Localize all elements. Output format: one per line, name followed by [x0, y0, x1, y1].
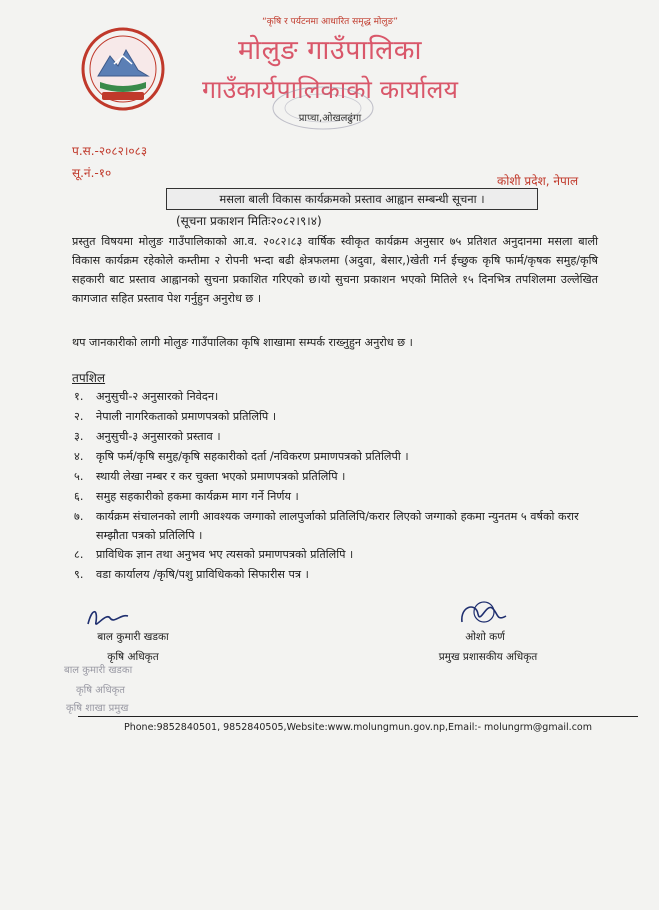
- list-item: [74, 447, 594, 467]
- list-item-number: ५.: [74, 470, 84, 483]
- list-item-text: कृषि फर्म/कृषि समुह/कृषि सहकारीको दर्ता /नविकरण प्रमाणपत्रको प्रतिलिपी ।: [96, 450, 409, 463]
- left-stamp-name: बाल कुमारी खडका: [64, 665, 133, 676]
- list-item: [74, 387, 594, 407]
- left-signatory-title: कृषि अधिकृत: [107, 651, 159, 663]
- list-item: [74, 467, 594, 487]
- left-signature-icon: [84, 604, 134, 632]
- right-signatory-name: ओशो कर्ण: [465, 631, 505, 643]
- notice-paragraph-contact: थप जानकारीको लागी मोलुङ गाउँपालिका कृषि शाखामा सम्पर्क राख्नुहुन अनुरोध छ ।: [72, 336, 413, 349]
- list-item-number: ४.: [74, 450, 84, 463]
- left-signatory-name: बाल कुमारी खडका: [97, 631, 169, 643]
- footer-contact: Phone:9852840501, 9852840505,Website:www.molungmun.gov.np,Email:- molungrm@gmail.com: [124, 722, 592, 733]
- list-item: [74, 565, 594, 585]
- office-address: प्राप्चा,ओखलढुंगा: [298, 113, 362, 124]
- municipality-title: मोलुङ गाउँपालिका: [237, 35, 423, 66]
- right-signature-icon: [456, 596, 512, 630]
- list-item-number: ६.: [74, 490, 84, 503]
- list-item-text: वडा कार्यालय /कृषि/पशु प्राविधिकको सिफारीस पत्र ।: [96, 568, 309, 581]
- office-stamp-icon: [268, 84, 378, 132]
- list-item-text: समुह सहकारीको हकमा कार्यक्रम माग गर्ने निर्णय ।: [96, 490, 299, 503]
- office-title: गाउँकार्यपालिकाको कार्यालय: [202, 75, 458, 104]
- list-item: [74, 507, 594, 545]
- left-stamp-title: कृषि अधिकृत: [76, 685, 125, 696]
- tapsil-list: [74, 387, 594, 585]
- list-item-number: ९.: [74, 568, 84, 581]
- list-item-number: १.: [74, 390, 84, 403]
- footer-divider: [78, 716, 638, 717]
- list-item-text: कार्यक्रम संचालनको लागी आवश्यक जग्गाको लालपुर्जाको प्रतिलिपि/करार लिएको जग्गाको हकमा न्युनतम ५ वर्षको करार सम्झौता पत्रको प्रतिलिपि ।: [96, 510, 579, 542]
- list-item-number: २.: [74, 410, 84, 423]
- list-item: [74, 545, 594, 565]
- province-label: कोशी प्रदेश, नेपाल: [497, 174, 579, 188]
- list-item-text: स्थायी लेखा नम्बर र कर चुक्ता भएको प्रमाणपत्रको प्रतिलिपि ।: [96, 470, 346, 483]
- list-item-text: नेपाली नागरिकताको प्रमाणपत्रको प्रतिलिपि ।: [96, 410, 277, 423]
- notice-paragraph-main: प्रस्तुत विषयमा मोलुङ गाउँपालिकाको आ.व. २०८२।८३ वार्षिक स्वीकृत कार्यक्रम अनुसार ७५ प्रतिशत अनुदानमा मसला बाली विकास कार्यक्रम रहेकोले कम्तीमा २ रोपनी भन्दा बढी क्षेत्रफलमा (अदुवा, बेसार,)खेती गर्न ईच्छुक कृषि फार्म/कृषक समुह/कृषि सहकारी बाट प्रस्ताव आह्वानको सुचना प्रकाशित गरिएको छ।यो सुचना प्रकाशन भएको मितिले १५ दिनभित्र तपशिलमा उल्लेखित कागजात सहित प्रस्ताव पेश गर्नुहुन अनुरोध छ ।: [72, 235, 598, 305]
- list-item: [74, 487, 594, 507]
- chalani-number: सू.नं.-१०: [72, 166, 112, 180]
- tapsil-heading: तपशिल: [72, 371, 106, 385]
- notice-subject: मसला बाली विकास कार्यक्रमको प्रस्ताव आह्वान सम्बन्धी सूचना ।: [166, 188, 538, 210]
- list-item-text: अनुसुची-३ अनुसारको प्रस्ताव ।: [96, 430, 221, 443]
- list-item-text: अनुसुची-२ अनुसारको निवेदन।: [96, 390, 219, 403]
- list-item-number: ७.: [74, 510, 84, 523]
- tagline: “कृषि र पर्यटनमा आधारित समृद्ध मोलुङ”: [262, 17, 398, 27]
- reference-number: प.स.-२०८२।०८३: [72, 144, 148, 158]
- list-item-text: प्राविधिक ज्ञान तथा अनुभव भए त्यसको प्रमाणपत्रको प्रतिलिपि ।: [96, 548, 354, 561]
- publication-date: (सूचना प्रकाशन मितिः२०८२।९।४): [176, 214, 322, 228]
- left-stamp-department: कृषि शाखा प्रमुख: [66, 703, 129, 714]
- list-item: [74, 407, 594, 427]
- right-signatory-title: प्रमुख प्रशासकीय अधिकृत: [438, 651, 538, 663]
- list-item: [74, 427, 594, 447]
- list-item-number: ८.: [74, 548, 84, 561]
- list-item-number: ३.: [74, 430, 84, 443]
